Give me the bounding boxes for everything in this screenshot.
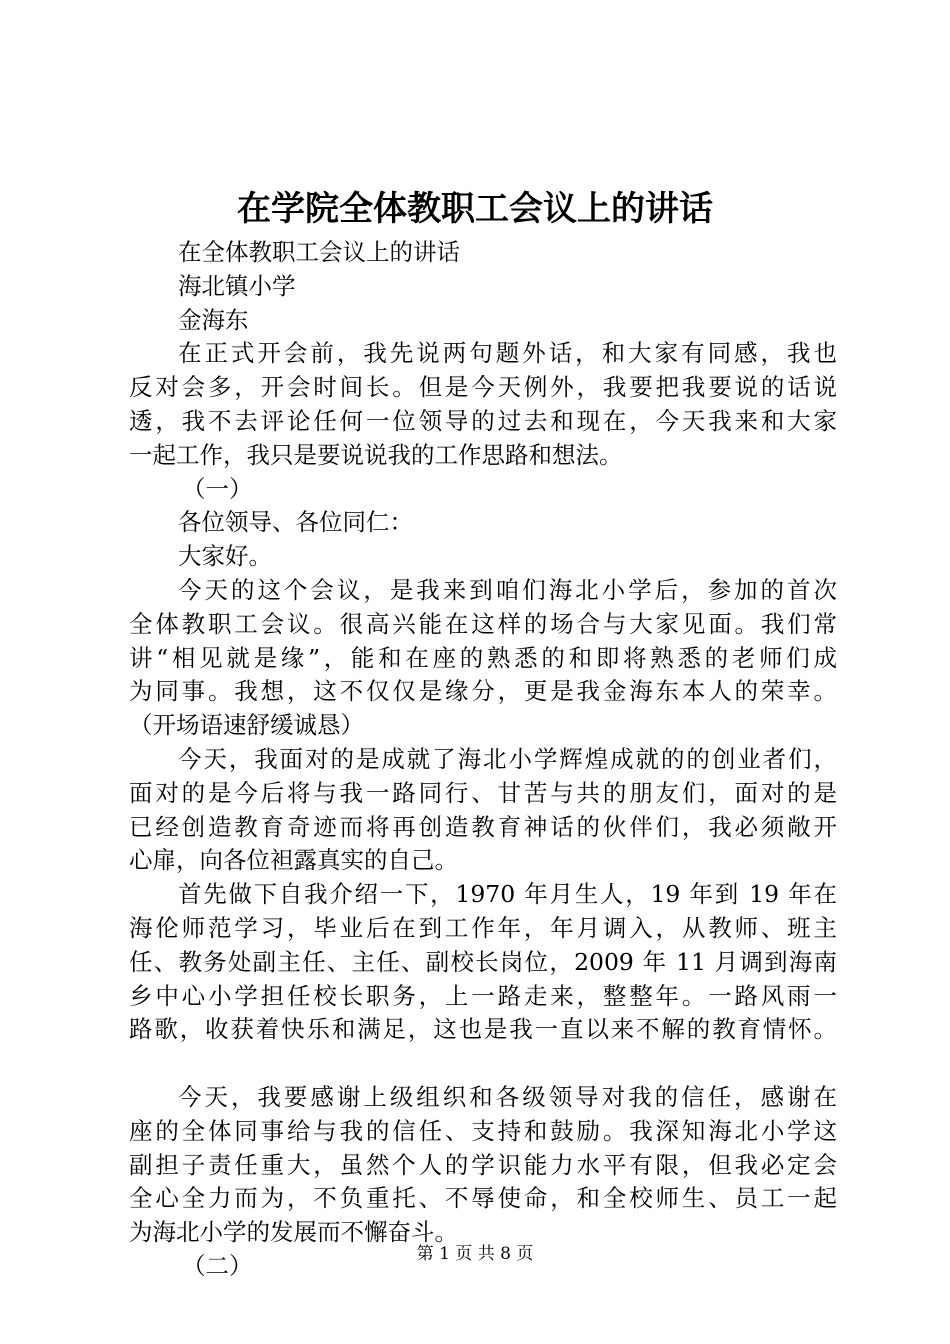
text-line: 海北镇小学 (178, 271, 296, 300)
text-line: 任、教务处副主任、主任、副校长岗位，2009 年 11 月调到海南 (129, 947, 837, 976)
text-line: （一） (182, 474, 253, 503)
text-line: 路歌，收获着快乐和满足，这也是我一直以来不解的教育情怀。 (129, 1015, 837, 1044)
text-line: 为海北小学的发展而不懈奋斗。 (129, 1218, 458, 1247)
text-line: 各位领导、各位同仁： (178, 508, 413, 537)
text-line: 面对的是今后将与我一路同行、甘苦与共的朋友们，面对的是 (129, 778, 837, 807)
document-body (129, 236, 837, 1284)
text-line: 在全体教职工会议上的讲话 (178, 238, 460, 266)
text-line: 透，我不去评论任何一位领导的过去和现在，今天我来和大家 (129, 406, 837, 435)
text-line: 乡中心小学担任校长职务，上一路走来，整整年。一路风雨一 (129, 981, 837, 1010)
text-line: 全心全力而为，不负重托、不辱使命，和全校师生、员工一起 (129, 1184, 837, 1213)
text-line: 今天的这个会议，是我来到咱们海北小学后，参加的首次 (178, 575, 837, 604)
text-line: 一起工作，我只是要说说我的工作思路和想法。 (129, 440, 623, 469)
text-line: 金海东 (178, 305, 249, 334)
document-title: 在学院全体教职工会议上的讲话 (237, 189, 713, 229)
page-footer (0, 1242, 950, 1266)
text-line: 在正式开会前，我先说两句题外话，和大家有同感，我也 (178, 339, 837, 368)
text-line: 首先做下自我介绍一下，1970 年月生人，19 年到 19 年在 (178, 880, 837, 909)
text-line: 今天，我面对的是成就了海北小学辉煌成就的的创业者们， (178, 744, 837, 773)
text-line: 全体教职工会议。很高兴能在这样的场合与大家见面。我们常 (129, 609, 837, 638)
text-line: （开场语速舒缓诚恳） (129, 711, 364, 740)
text-line: 副担子责任重大，虽然个人的学识能力水平有限，但我必定会 (129, 1150, 837, 1179)
text-line: （二） (182, 1251, 253, 1280)
text-line: 反对会多，开会时间长。但是今天例外，我要把我要说的话说 (129, 373, 837, 402)
text-line: 为同事。我想，这不仅仅是缘分，更是我金海东本人的荣幸。 (129, 677, 837, 706)
text-line: 心扉，向各位袒露真实的自己。 (129, 846, 458, 875)
text-line: 已经创造教育奇迹而将再创造教育神话的伙伴们，我必须敞开 (129, 812, 837, 841)
page-total: 共 8 页 (477, 1244, 534, 1264)
text-line: 海伦师范学习，毕业后在到工作年，年月调入，从教师、班主 (129, 913, 837, 942)
text-line: 讲“相见就是缘”，能和在座的熟悉的和即将熟悉的老师们成 (129, 643, 837, 672)
text-line: 座的全体同事给与我的信任、支持和鼓励。我深知海北小学这 (129, 1116, 837, 1145)
text-line: 大家好。 (178, 542, 272, 571)
blank-line (129, 1047, 837, 1081)
page-number: 第 1 页 (416, 1244, 473, 1264)
text-line: 今天，我要感谢上级组织和各级领导对我的信任，感谢在 (178, 1082, 837, 1111)
